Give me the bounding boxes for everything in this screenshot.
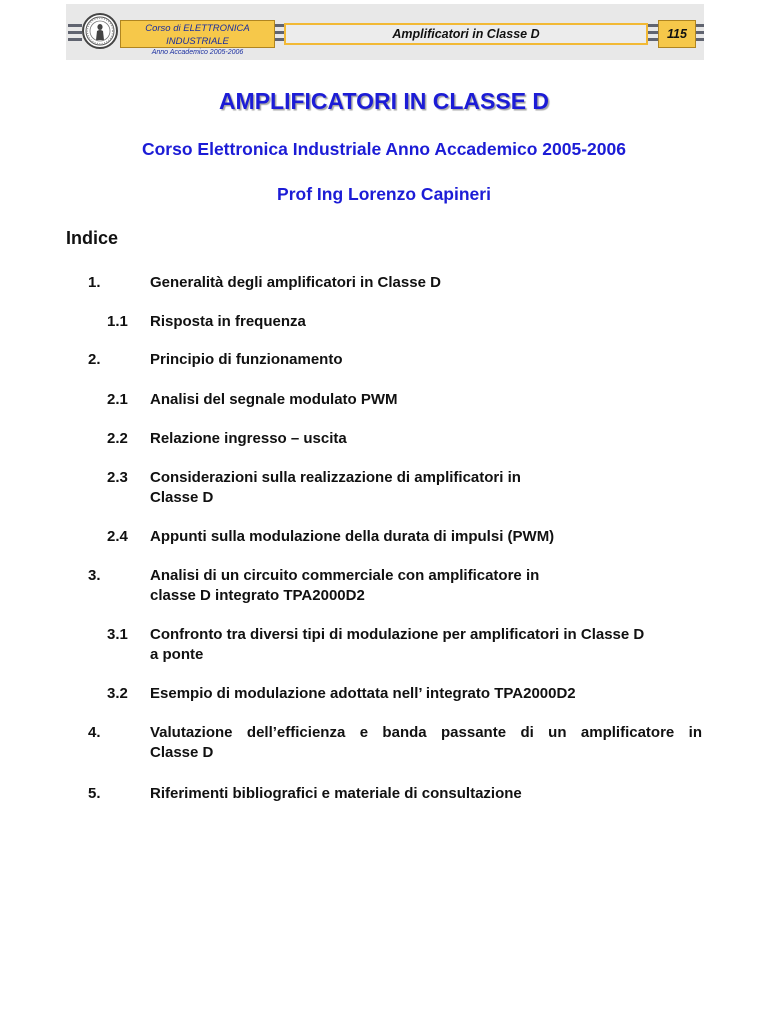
document-title: AMPLIFICATORI IN CLASSE D	[218, 88, 550, 114]
header-stripe	[68, 38, 82, 41]
university-seal-icon	[82, 13, 118, 49]
toc-number: 2.4	[107, 528, 128, 545]
toc-title-continued: Classe D	[150, 744, 214, 761]
header-stripe	[648, 24, 658, 27]
running-title: Amplificatori in Classe D	[284, 23, 648, 45]
toc-title: Riferimenti bibliografici e materiale di consultazione	[150, 785, 522, 802]
toc-title: Principio di funzionamento	[150, 351, 343, 368]
course-name: Corso di ELETTRONICA INDUSTRIALE	[145, 23, 250, 47]
academic-year: Anno Accademico 2005-2006	[151, 49, 244, 56]
toc-title: Relazione ingresso – uscita	[150, 430, 347, 447]
toc-title: Appunti sulla modulazione della durata di impulsi (PWM)	[150, 528, 555, 545]
toc-number: 5.	[88, 785, 101, 802]
toc-title: Considerazioni sulla realizzazione di amplificatori in	[150, 469, 521, 486]
toc-number: 3.1	[107, 626, 128, 643]
course-label-box	[120, 20, 275, 56]
toc-title-continued: classe D integrato TPA2000D2	[150, 587, 365, 604]
toc-number: 4.	[88, 724, 101, 741]
toc-number: 2.	[88, 351, 101, 368]
document-subtitle: Corso Elettronica Industriale Anno Accademico 2005-2006	[141, 139, 626, 159]
toc-number: 3.2	[107, 685, 128, 702]
toc-title: Analisi di un circuito commerciale con amplificatore in	[150, 567, 540, 584]
toc-number: 1.1	[107, 313, 128, 330]
toc-title: Analisi del segnale modulato PWM	[150, 391, 398, 408]
toc-number: 3.	[88, 567, 101, 584]
header-stripe	[68, 31, 82, 34]
header-stripe	[696, 24, 704, 27]
toc-number: 2.3	[107, 469, 128, 486]
toc-title: Confronto tra diversi tipi di modulazione per amplificatori in Classe D	[150, 626, 645, 643]
toc-title: Valutazione dell’efficienza e banda passante di un amplificatore in	[150, 724, 702, 741]
header-stripe	[648, 38, 658, 41]
header-stripe	[696, 31, 704, 34]
toc-number: 2.2	[107, 430, 128, 447]
page-number: 115	[658, 20, 696, 48]
index-heading: Indice	[66, 228, 119, 248]
toc-number: 1.	[88, 274, 101, 291]
toc-title-continued: a ponte	[150, 646, 204, 663]
header-stripe	[68, 24, 82, 27]
toc-title: Generalità degli amplificatori in Classe D	[150, 274, 441, 291]
header-stripe	[696, 38, 704, 41]
toc-number: 2.1	[107, 391, 128, 408]
toc-title-continued: Classe D	[150, 489, 214, 506]
header-stripe	[648, 31, 658, 34]
document-author: Prof Ing Lorenzo Capineri	[277, 184, 491, 204]
toc-title: Esempio di modulazione adottata nell’ integrato TPA2000D2	[150, 685, 576, 702]
toc-title: Risposta in frequenza	[150, 313, 306, 330]
